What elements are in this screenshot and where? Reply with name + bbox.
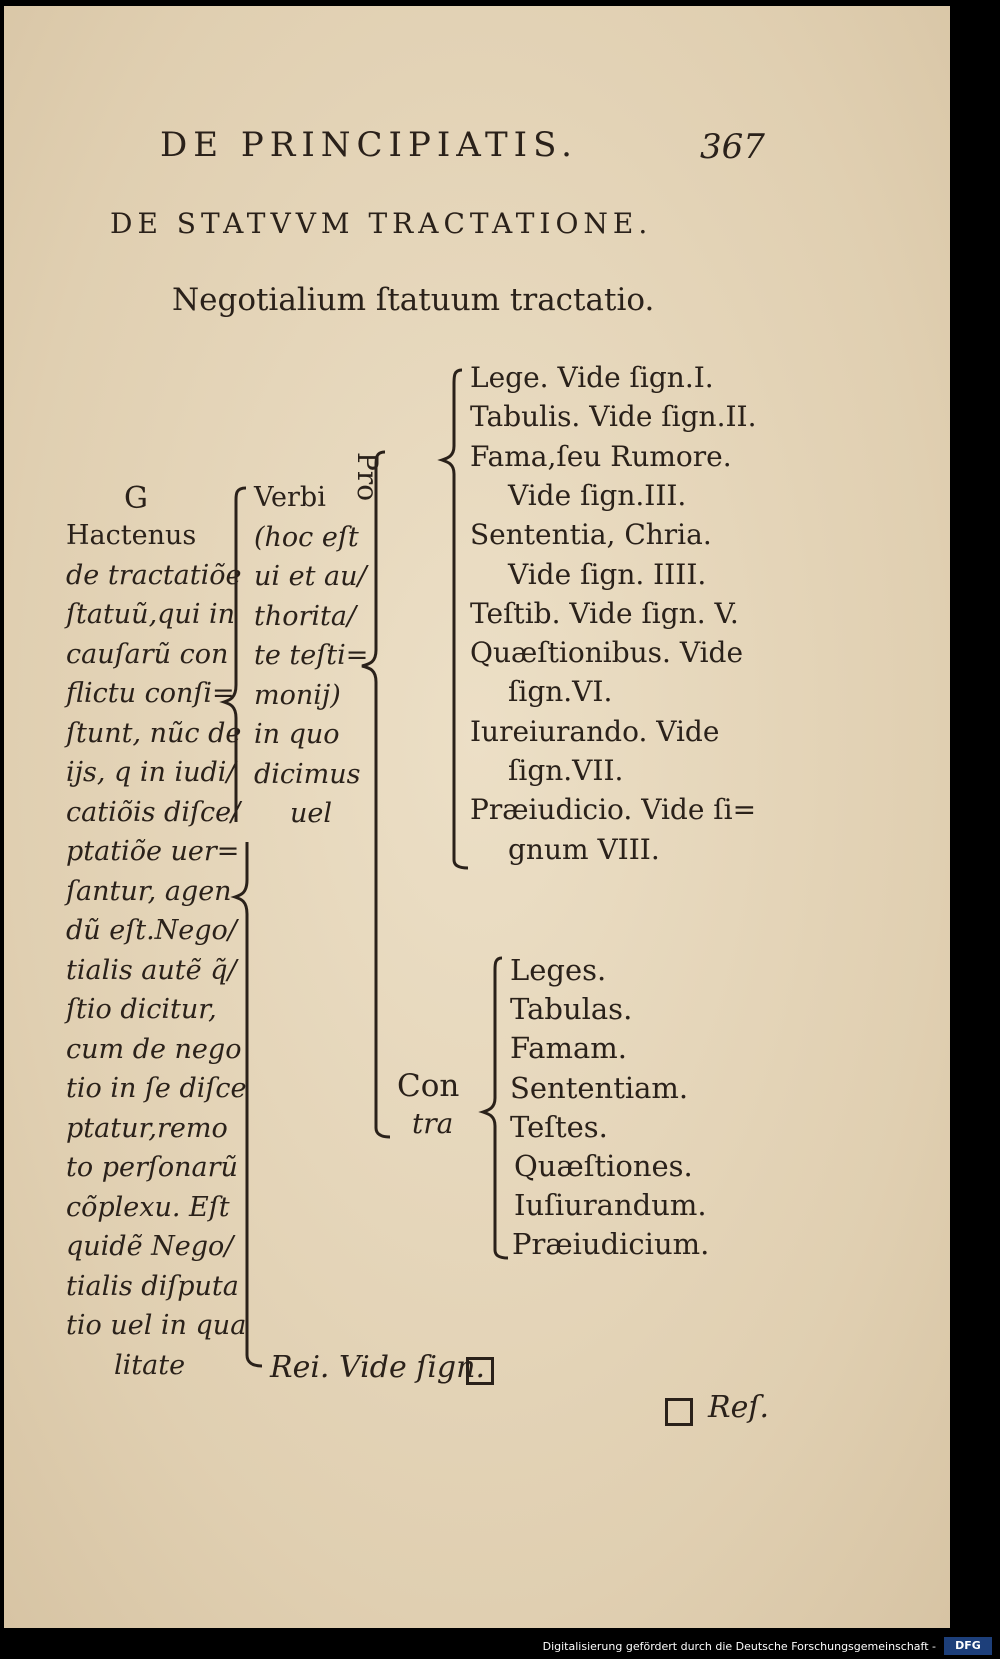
left-column-line: ijs, q in iudi/ (66, 757, 236, 788)
pro-label: Pro (351, 452, 384, 502)
rei-line: Rei. Vide ſign. (270, 1350, 485, 1385)
pro-item: Quæſtionibus. Vide (470, 636, 744, 670)
left-column-line: quidẽ Nego/ (66, 1231, 234, 1262)
contra-label: Con (397, 1068, 460, 1104)
brace-contra (483, 958, 508, 1258)
contra-item: Iuſiurandum. (514, 1188, 707, 1223)
pro-item: Vide ſign.III. (508, 478, 687, 512)
left-column-line: tialis diſputa (66, 1270, 239, 1302)
footer-credit: Digitalisierung gefördert durch die Deutsche Forschungsgemeinschaft - (542, 1640, 936, 1653)
left-column-line: de tractatiõe (66, 559, 242, 591)
middle-column-line: ui et au/ (254, 561, 367, 592)
middle-column-line: monij) (254, 679, 341, 711)
section-title: DE STATVVM TRACTATIONE. (110, 207, 653, 240)
dfg-logo: DFG (944, 1637, 992, 1655)
left-column-line: tio in ſe diſce (66, 1073, 247, 1104)
pro-item: Iureiurando. Vide (470, 714, 720, 748)
brace-pro-contra (362, 452, 390, 1137)
left-column-line: cum de nego (66, 1033, 242, 1065)
middle-column-line: in quo (254, 719, 340, 750)
brace-left (235, 842, 262, 1366)
brace-middle (224, 488, 246, 822)
middle-column-line: te teſti= (254, 640, 369, 671)
left-column-line: tialis autẽ q̃/ (66, 954, 237, 986)
contra-label-cont: tra (412, 1107, 454, 1140)
catchword: Reſ. (708, 1390, 769, 1425)
left-column-line: tio uel in qua (66, 1310, 247, 1341)
middle-column-line: thorita/ (254, 600, 357, 632)
left-column-line: to perſonarũ (66, 1152, 238, 1183)
left-column-line: litate (114, 1349, 186, 1381)
pro-item: Vide ſign. IIII. (508, 557, 707, 591)
left-column-line: dũ eſt.Nego/ (66, 915, 237, 946)
middle-column-line: (hoc eſt (254, 521, 359, 553)
pro-item: Sententia, Chria. (470, 518, 712, 552)
pro-item: ſign.VI. (508, 675, 613, 709)
pro-item: Teſtib. Vide ſign. V. (470, 596, 739, 630)
pro-item: Tabulis. Vide ſign.II. (470, 400, 757, 434)
contra-item: Quæſtiones. (514, 1149, 693, 1183)
pro-item: Fama,ſeu Rumore. (470, 439, 732, 473)
middle-column-line: uel (290, 798, 333, 829)
contra-item: Sententiam. (510, 1070, 689, 1105)
left-column-line: ptatur,remo (66, 1112, 228, 1144)
pro-item: Lege. Vide ſign.I. (470, 361, 714, 394)
running-title: DE PRINCIPIATIS. (160, 125, 578, 165)
middle-column-line: dicimus (254, 758, 361, 790)
left-column-line: ſantur, agen (66, 875, 232, 907)
pro-item: ſign.VII. (508, 754, 624, 787)
left-column-line: ſtio dicitur, (66, 994, 217, 1025)
left-column-line: cõplexu. Eſt (66, 1191, 230, 1223)
subtitle: Negotialium ſtatuum tractatio. (172, 282, 655, 318)
pro-item: Præiudicio. Vide ſi= (470, 793, 757, 827)
left-column-line: cauſarũ con (66, 638, 229, 670)
contra-item: Tabulas. (510, 992, 633, 1027)
left-column-line: ptatiõe uer= (66, 836, 240, 867)
brace-pro (442, 370, 468, 868)
footer-bar (0, 1628, 1000, 1659)
contra-item: Leges. (510, 953, 607, 987)
left-column-line: Hactenus (66, 520, 197, 551)
contra-item: Famam. (510, 1031, 627, 1066)
section-mark: G (124, 481, 148, 516)
left-column-line: ſtunt, nũc de (66, 717, 242, 749)
contra-item: Præiudicium. (512, 1227, 710, 1262)
left-column-line: catiõis diſce/ (66, 796, 241, 828)
pro-item: gnum VIII. (508, 832, 660, 866)
contra-item: Teſtes. (510, 1109, 608, 1144)
page-number: 367 (700, 127, 765, 167)
left-column-line: ſtatuũ,qui in (66, 599, 236, 630)
middle-column-line: Verbi (254, 482, 326, 513)
left-column-line: flictu conſi= (66, 678, 235, 709)
